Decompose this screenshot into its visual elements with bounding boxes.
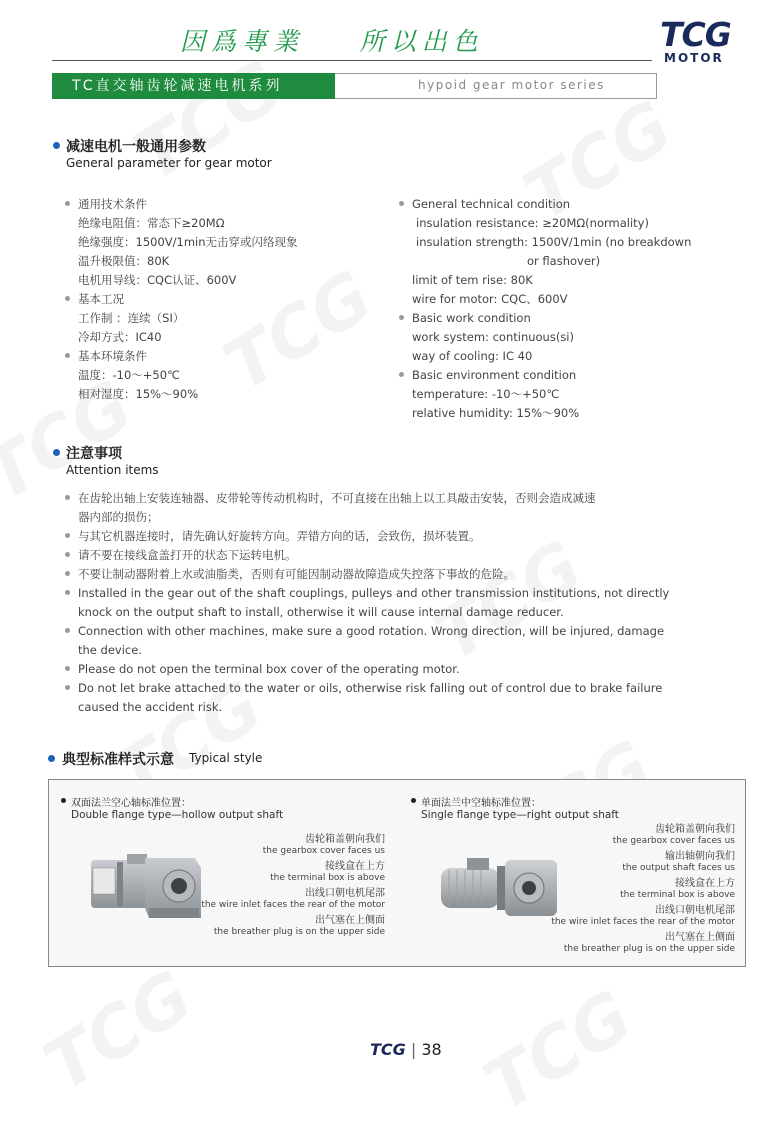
list-item-text: Connection with other machines, make sure a good rotation. Wrong direction, will be injured, damage	[78, 624, 665, 638]
attention-item	[65, 508, 669, 527]
panel-bullet-icon	[411, 798, 416, 803]
caption-en: the breather plug is on the upper side	[213, 927, 385, 937]
attention-item	[65, 546, 669, 565]
caption	[165, 915, 385, 938]
list-bullet-icon	[65, 685, 70, 690]
logo-subtext: MOTOR	[664, 51, 724, 65]
caption-cn: 齿轮箱盖朝向我们	[305, 834, 385, 845]
list-bullet-icon	[65, 666, 70, 671]
attention-item	[65, 641, 669, 660]
caption-en: the wire inlet faces the rear of the motor	[201, 900, 385, 910]
panel-bullet-icon	[61, 798, 66, 803]
header-divider	[52, 60, 652, 61]
list-item-text: way of cooling: IC 40	[412, 349, 533, 363]
caption-cn: 接线盒在上方	[325, 861, 385, 872]
list-bullet-icon	[65, 533, 70, 538]
list-bullet-icon	[65, 571, 70, 576]
list-item-text: 与其它机器连接时，请先确认好旋转方向。弄错方向的话，会致伤，损坏装置。	[78, 529, 481, 543]
footer-logo: TCG	[370, 1040, 406, 1059]
section-title-en: General parameter for gear motor	[66, 156, 272, 170]
caption-en: the output shaft faces us	[622, 863, 735, 873]
list-bullet-icon	[65, 628, 70, 633]
right-panel-captions	[495, 824, 735, 959]
brand-logo	[660, 15, 742, 65]
list-item-text: insulation strength: 1500V/1min (no breakdown	[416, 235, 692, 249]
caption-en: the breather plug is on the upper side	[563, 944, 735, 954]
caption	[495, 905, 735, 928]
section-title-cn: 典型标准样式示意	[62, 752, 174, 768]
list-bullet-icon	[65, 353, 70, 358]
attention-item	[65, 584, 669, 603]
attention-item	[65, 698, 669, 717]
caption	[495, 932, 735, 955]
caption-cn: 输出轴朝向我们	[665, 851, 735, 862]
section-bullet-icon	[53, 449, 60, 456]
list-item-text: 在齿轮出轴上安装连轴器、皮带轮等传动机构时，不可直接在出轴上以工具敲击安装，否则会造成减速	[78, 491, 596, 505]
list-item-text: temperature: -10～+50℃	[412, 387, 560, 401]
list-item-text: 通用技术条件	[78, 197, 147, 211]
param-line-en	[399, 404, 691, 423]
list-item-text: work system: continuous(si)	[412, 330, 574, 344]
list-bullet-icon	[65, 552, 70, 557]
param-line-cn	[65, 214, 298, 233]
list-item-text: 电机用导线：CQC认证、600V	[78, 273, 237, 287]
caption	[165, 888, 385, 911]
series-title-cn: TC直交轴齿轮减速电机系列	[52, 73, 335, 99]
param-line-en	[399, 385, 691, 404]
caption-cn: 接线盒在上方	[675, 878, 735, 889]
list-item-text: General technical condition	[412, 197, 571, 211]
caption	[165, 834, 385, 857]
logo-text: TCG	[660, 15, 731, 54]
param-line-en	[399, 309, 691, 328]
general-params-cn	[65, 195, 298, 404]
caption	[495, 851, 735, 874]
attention-item	[65, 679, 669, 698]
param-line-cn	[65, 309, 298, 328]
list-item-text: wire for motor: CQC、600V	[412, 292, 568, 306]
section-title-en: Typical style	[189, 751, 263, 765]
list-item-text: limit of tem rise: 80K	[412, 273, 533, 287]
watermark-logo	[470, 975, 646, 1127]
list-item-text: 温升极限值：80K	[78, 254, 170, 268]
list-item-text: 基本工况	[78, 292, 124, 306]
param-line-en	[399, 252, 691, 271]
attention-list	[65, 489, 669, 717]
section-bullet-icon	[48, 755, 55, 762]
attention-item	[65, 527, 669, 546]
param-line-cn	[65, 385, 298, 404]
caption-cn: 齿轮箱盖朝向我们	[655, 824, 735, 835]
list-item-text: Please do not open the terminal box cover of the operating motor.	[78, 662, 460, 676]
caption-en: the gearbox cover faces us	[262, 846, 385, 856]
list-item-text: 不要让制动器附着上水或油脂类，否则有可能因制动器故障造成失控落下事故的危险。	[78, 567, 515, 581]
right-panel-title-en: Single flange type—right output shaft	[421, 809, 619, 821]
param-line-cn	[65, 195, 298, 214]
caption	[495, 824, 735, 847]
param-line-cn	[65, 233, 298, 252]
param-line-en	[399, 214, 691, 233]
list-bullet-icon	[399, 201, 404, 206]
list-item-text: Basic environment condition	[412, 368, 577, 382]
param-line-cn	[65, 366, 298, 385]
param-line-cn	[65, 252, 298, 271]
footer-divider: |	[405, 1040, 422, 1059]
list-item-text: 工作制 ：连续（SI）	[78, 311, 185, 325]
list-item-text: caused the accident risk.	[78, 700, 223, 714]
attention-item	[65, 603, 669, 622]
list-item-text: 基本环境条件	[78, 349, 147, 363]
list-item-text: 绝缘电阻值：常态下≥20MΩ	[78, 216, 225, 230]
page-number	[370, 1040, 442, 1059]
list-bullet-icon	[399, 315, 404, 320]
param-line-en	[399, 195, 691, 214]
caption	[495, 878, 735, 901]
list-item-text: 绝缘强度：1500V/1min无击穿或闪络现象	[78, 235, 298, 249]
param-line-cn	[65, 290, 298, 309]
attention-item	[65, 622, 669, 641]
left-panel-title-cn: 双面法兰空心轴标准位置：	[71, 798, 191, 809]
caption-en: the terminal box is above	[620, 890, 735, 900]
param-line-en	[399, 366, 691, 385]
list-bullet-icon	[65, 296, 70, 301]
general-params-en	[399, 195, 691, 423]
list-item-text: the device.	[78, 643, 142, 657]
caption-en: the terminal box is above	[270, 873, 385, 883]
param-line-en	[399, 271, 691, 290]
param-line-en	[399, 328, 691, 347]
right-panel-title-cn: 单面法兰中空轴标准位置：	[421, 798, 541, 809]
param-line-cn	[65, 328, 298, 347]
param-line-en	[399, 290, 691, 309]
list-item-text: relative humidity: 15%～90%	[412, 406, 580, 420]
section-title-cn: 注意事项	[66, 446, 122, 462]
caption-cn: 出气塞在上侧面	[665, 932, 735, 943]
param-line-en	[399, 347, 691, 366]
list-item-text: 温度：-10～+50℃	[78, 368, 180, 382]
list-item-text: 相对湿度：15%～90%	[78, 387, 199, 401]
caption-cn: 出线口朝电机尾部	[305, 888, 385, 899]
list-item-text: Installed in the gear out of the shaft couplings, pulleys and other transmission institutions, not directly	[78, 586, 670, 600]
list-bullet-icon	[65, 495, 70, 500]
page-number-value: 38	[421, 1040, 442, 1059]
list-item-text: knock on the output shaft to install, otherwise it will cause internal damage reducer.	[78, 605, 564, 619]
list-bullet-icon	[65, 201, 70, 206]
watermark-logo	[120, 45, 296, 198]
caption-cn: 出气塞在上侧面	[315, 915, 385, 926]
list-bullet-icon	[65, 590, 70, 595]
attention-item	[65, 660, 669, 679]
list-item-text: 冷却方式：IC40	[78, 330, 162, 344]
list-item-text: Do not let brake attached to the water or oils, otherwise risk falling out of control due to brake failure	[78, 681, 663, 695]
list-item-text: or flashover)	[527, 254, 601, 268]
attention-item	[65, 489, 669, 508]
slogan: 因爲專業 所以出色	[180, 27, 484, 56]
caption	[165, 861, 385, 884]
left-panel-title-en: Double flange type—hollow output shaft	[71, 809, 284, 821]
param-line-cn	[65, 347, 298, 366]
param-line-cn	[65, 271, 298, 290]
series-title-en: hypoid gear motor series	[418, 78, 605, 92]
list-item-text: 器内部的损伤；	[78, 510, 159, 524]
list-bullet-icon	[399, 372, 404, 377]
list-item-text: insulation resistance: ≥20MΩ(normality)	[416, 216, 649, 230]
caption-en: the gearbox cover faces us	[612, 836, 735, 846]
list-item-text: 请不要在接线盒盖打开的状态下运转电机。	[78, 548, 297, 562]
list-item-text: Basic work condition	[412, 311, 531, 325]
caption-cn: 出线口朝电机尾部	[655, 905, 735, 916]
param-line-en	[399, 233, 691, 252]
section-title-cn: 减速电机一般通用参数	[66, 139, 206, 155]
caption-en: the wire inlet faces the rear of the motor	[551, 917, 735, 927]
attention-item	[65, 565, 669, 584]
section-bullet-icon	[53, 142, 60, 149]
section-title-en: Attention items	[66, 463, 159, 477]
typical-style-box	[48, 779, 746, 967]
left-panel-captions	[165, 834, 385, 942]
watermark-logo	[30, 955, 206, 1108]
